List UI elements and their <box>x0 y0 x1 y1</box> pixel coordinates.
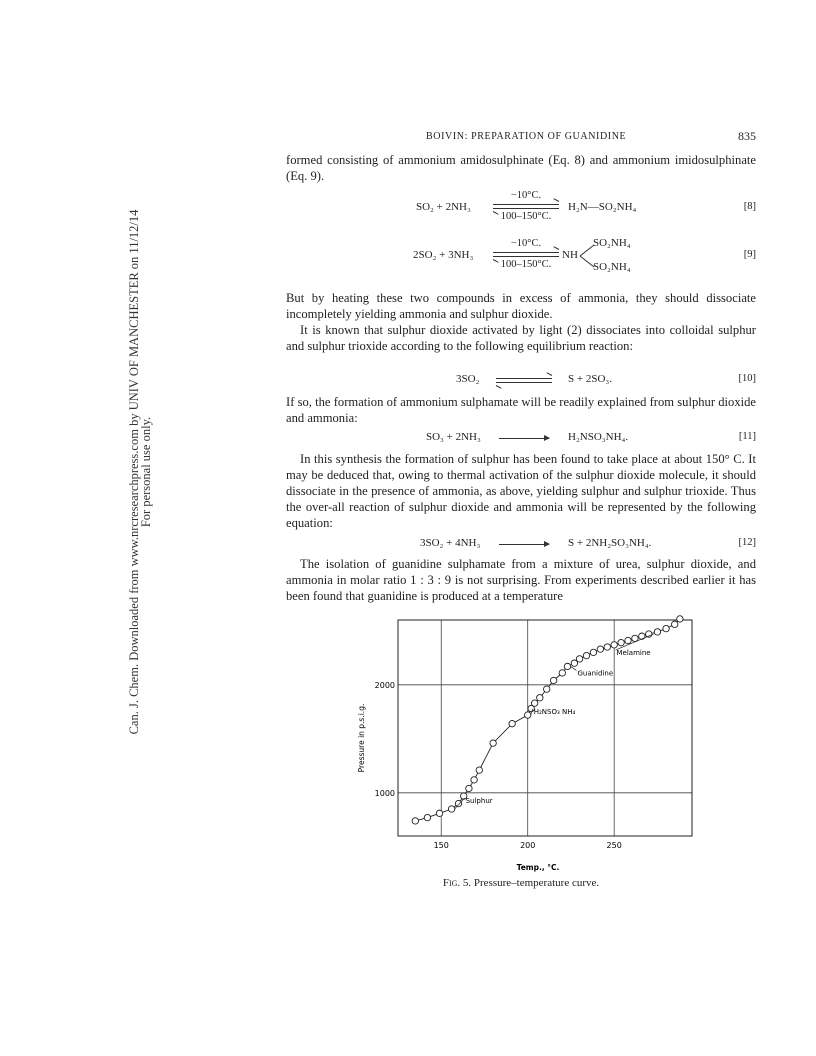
data-point <box>448 806 454 812</box>
data-point <box>559 670 565 676</box>
data-point <box>436 810 442 816</box>
eq8-right: H₂N—SO₂NH₄ <box>568 201 637 213</box>
y-tick-label: 2000 <box>374 680 395 690</box>
page-number: 835 <box>738 129 756 143</box>
data-point <box>604 644 610 650</box>
eq9-forward-arrow <box>493 252 559 253</box>
figure-caption-text: Pressure–temperature curve. <box>473 877 600 889</box>
data-point <box>424 814 430 820</box>
side-note-line-1: Can. J. Chem. Downloaded from www.nrcresearchpress.com by UNIV OF MANCHESTER on 11/12/14 <box>127 209 141 735</box>
annotation-pointer <box>570 666 576 670</box>
eq10-right: S + 2SO₃. <box>568 373 612 385</box>
paragraph-6: The isolation of guanidine sulphamate from a mixture of urea, sulphur dioxide, and ammonia in molar ratio 1 : 3 : 9 is not surprising. From experiments described earlier it has been found that guanidine is produced at a temperature <box>286 557 756 603</box>
data-point <box>537 695 543 701</box>
data-point <box>625 637 631 643</box>
data-point <box>663 625 669 631</box>
data-point <box>564 663 570 669</box>
equation-12 <box>286 537 756 553</box>
data-point <box>544 686 550 692</box>
eq9-nh: NH <box>562 249 578 261</box>
running-title: BOIVIN: PREPARATION OF GUANIDINE <box>426 131 627 142</box>
eq9-bottom-condition: 100–150°C. <box>500 259 552 270</box>
eq8-bottom-condition: 100–150°C. <box>500 211 552 222</box>
eq9-top-condition: −10°C. <box>510 238 542 249</box>
equation-11 <box>286 431 756 447</box>
eq8-forward-arrow <box>493 204 559 205</box>
eq10-number: [10] <box>738 373 756 384</box>
data-point <box>412 818 418 824</box>
eq9-number: [9] <box>743 249 756 260</box>
data-point <box>618 639 624 645</box>
eq10-left: 3SO₂ <box>456 373 480 385</box>
eq11-number: [11] <box>738 431 756 442</box>
data-point <box>576 656 582 662</box>
figure-number: Fig. 5. <box>442 877 472 889</box>
y-tick-label: 1000 <box>374 788 395 798</box>
eq12-number: [12] <box>738 537 756 548</box>
data-point <box>590 649 596 655</box>
tick-labels <box>375 681 622 850</box>
data-point <box>550 677 556 683</box>
data-point <box>476 767 482 773</box>
data-point <box>597 646 603 652</box>
annotations <box>455 634 654 809</box>
eq10-reverse-arrow <box>496 382 552 383</box>
data-point <box>455 800 461 806</box>
eq12-right: S + 2NH₂SO₃NH₄. <box>568 537 652 549</box>
data-point <box>672 621 678 627</box>
eq9-right-top: SO₂NH₄ <box>593 237 631 249</box>
side-note-line-2: For personal use only. <box>139 416 153 528</box>
data-point <box>677 616 683 622</box>
data-point <box>490 740 496 746</box>
equation-10 <box>286 373 756 389</box>
running-header <box>286 129 756 145</box>
data-point <box>531 700 537 706</box>
x-tick-label: 250 <box>606 841 622 850</box>
data-point <box>471 777 477 783</box>
paragraph-4: If so, the formation of ammonium sulphamate will be readily explained from sulphur dioxide and ammonia: <box>286 395 756 425</box>
data-point <box>654 629 660 635</box>
eq9-reverse-arrow <box>493 256 559 257</box>
eq8-left: SO₂ + 2NH₃ <box>416 201 471 213</box>
side-download-note <box>128 172 152 772</box>
equation-8 <box>286 190 756 224</box>
data-point <box>611 642 617 648</box>
figure-caption <box>286 877 756 889</box>
annotation-label: Sulphur <box>465 797 493 805</box>
data-point <box>509 720 515 726</box>
annotation-label: Guanidine <box>577 669 614 678</box>
annotation-label: Melamine <box>616 649 651 658</box>
eq10-forward-arrow <box>496 378 552 379</box>
paragraph-5: In this synthesis the formation of sulphur has been found to take place at about 150° C. It may be deduced that, owing to thermal activation of the sulphur dioxide molecule, it should dissociate in the presence of ammonia, as above, yielding sulphur and sulphur trioxide. Thus the over-all reaction of sulphur dioxide and ammonia will be represented by the following equation: <box>286 452 756 530</box>
annotation-label: H₂NSO₃ NH₄ <box>533 708 576 717</box>
y-axis-label: Pressure in p.s.i.g. <box>357 703 366 773</box>
eq8-reverse-arrow <box>493 208 559 209</box>
data-point <box>639 633 645 639</box>
data-point <box>466 785 472 791</box>
equation-9 <box>286 237 756 275</box>
paragraph-2: But by heating these two compounds in excess of ammonia, they should dissociate incompletely yielding ammonia and sulphur dioxide. <box>286 291 756 321</box>
eq8-top-condition: −10°C. <box>510 190 542 201</box>
eq9-left: 2SO₂ + 3NH₃ <box>413 249 474 261</box>
x-tick-label: 200 <box>520 841 536 850</box>
paragraph-1: formed consisting of ammonium amidosulphinate (Eq. 8) and ammonium imidosulphinate (Eq. 9). <box>286 153 756 183</box>
eq12-arrow <box>499 544 549 545</box>
eq9-right-bottom: SO₂NH₄ <box>593 261 631 273</box>
x-axis-label: Temp., °C. <box>516 863 560 872</box>
x-tick-label: 150 <box>433 841 449 850</box>
eq11-arrow <box>499 438 549 439</box>
eq11-right: H₂NSO₃NH₄. <box>568 431 629 443</box>
pressure-temperature-chart <box>350 612 710 874</box>
eq11-left: SO₃ + 2NH₃ <box>426 431 481 443</box>
paragraph-3: It is known that sulphur dioxide activated by light (2) dissociates into colloidal sulphur and sulphur trioxide according to the following equilibrium reaction: <box>286 323 756 353</box>
eq12-left: 3SO₂ + 4NH₃ <box>420 537 481 549</box>
data-point <box>583 652 589 658</box>
data-point <box>525 712 531 718</box>
eq8-number: [8] <box>743 201 756 212</box>
